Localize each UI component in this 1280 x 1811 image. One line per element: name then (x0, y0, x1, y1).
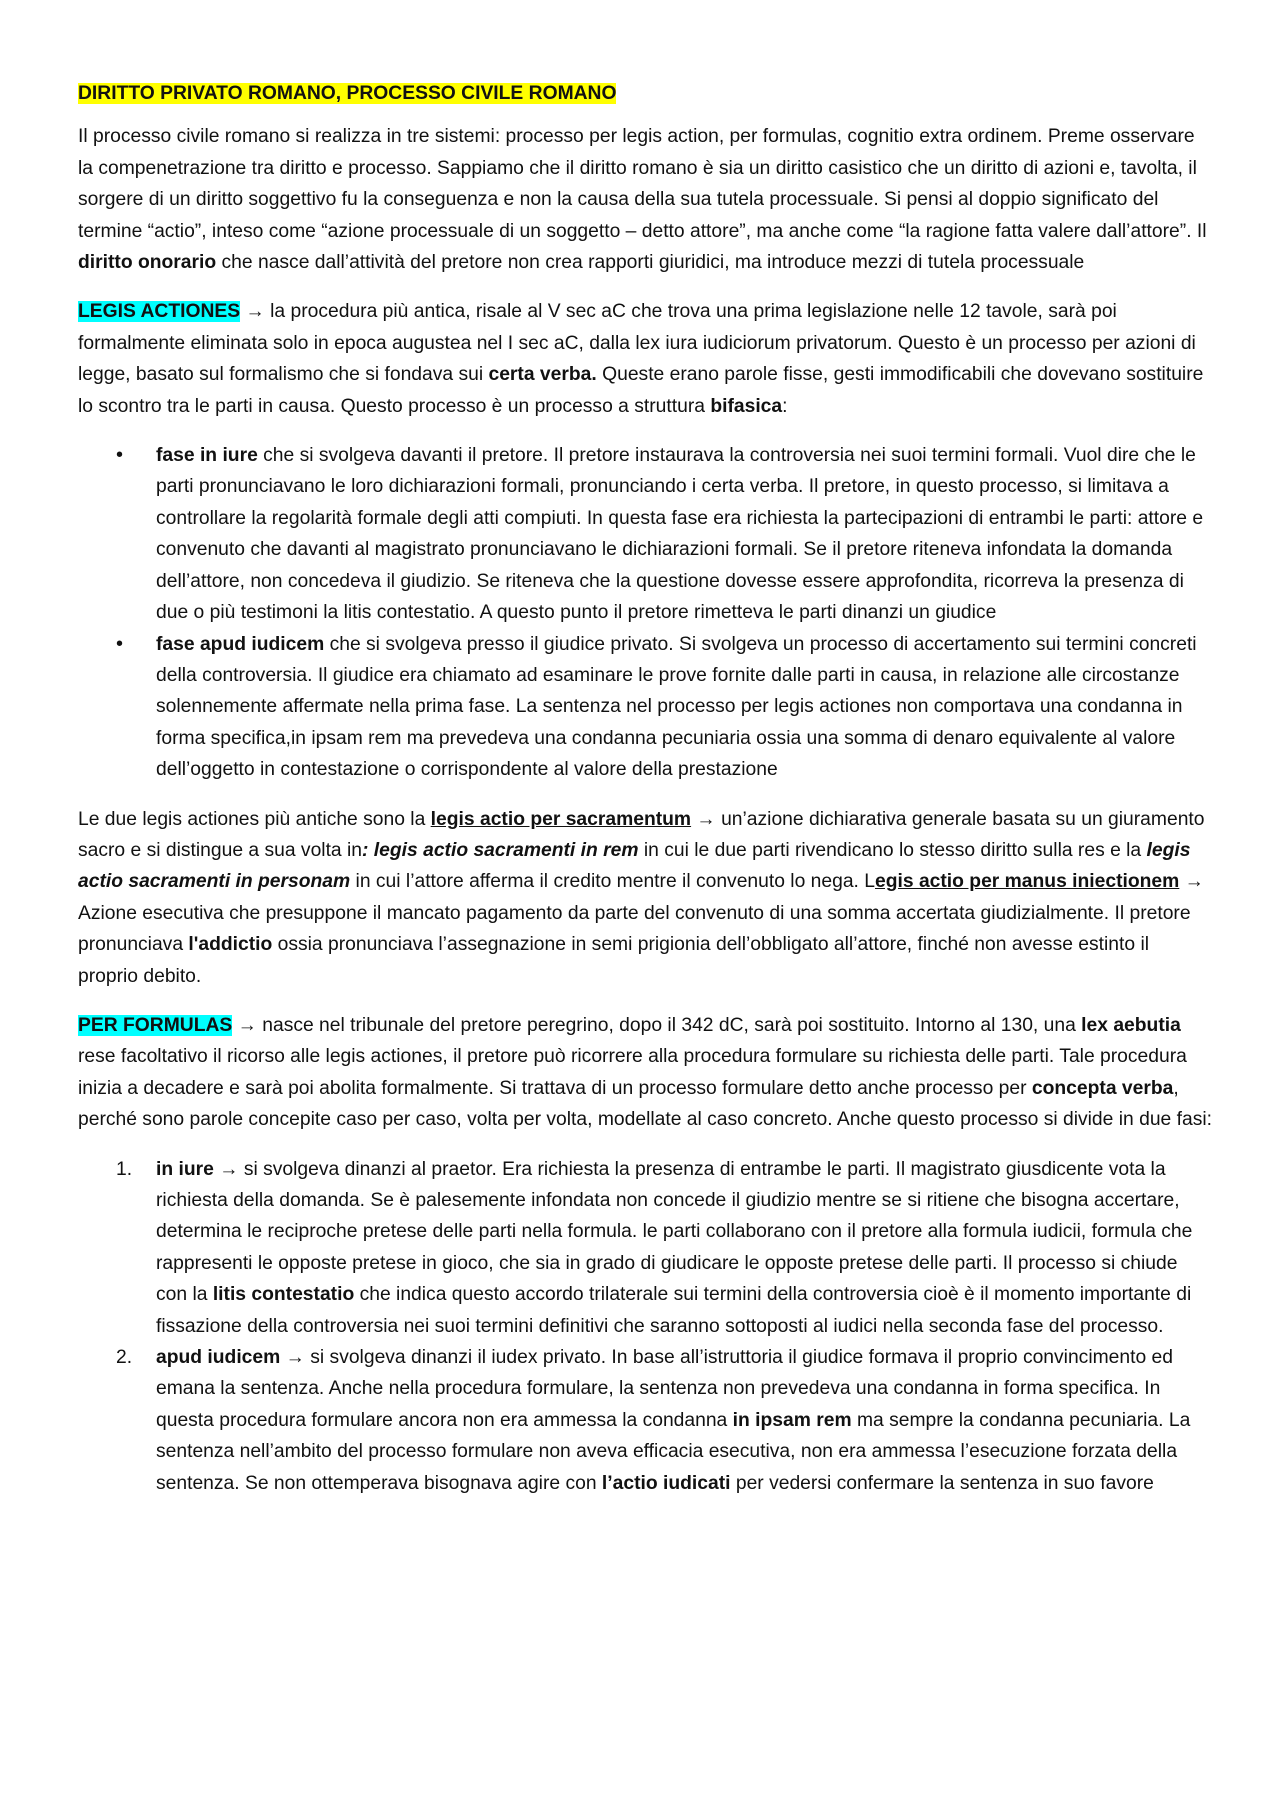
sacramentum-italic-term: legis actio sacramenti in personam (78, 839, 1191, 893)
sacramentum-text: Le due legis actiones più antiche sono la (78, 808, 431, 830)
sacramentum-text: in cui l’attore afferma il credito mentre il convenuto lo nega. L (350, 871, 875, 893)
legis-text: Queste erano parole fisse, gesti immodificabili che dovevano sostituire lo scontro tra le parti in causa. Questo processo è un processo a struttura (78, 364, 1204, 417)
list-item-bold-term: litis contestatio (212, 1284, 355, 1306)
sacramentum-text: ossia pronunciava l’assegnazione in semi prigionia dell’obbligato all’attore, finché non avesse estinto il proprio debito. (78, 934, 1150, 987)
arrow-icon: → (245, 301, 265, 323)
list-item-term: fase in iure (156, 445, 258, 467)
document-title: DIRITTO PRIVATO ROMANO, PROCESSO CIVILE ROMANO (78, 83, 617, 104)
intro-text: Il processo civile romano si realizza in tre sistemi: processo per legis action, per formulas, cognitio extra ordinem. Preme osservare la compenetrazione tra diritto e processo. Sappiamo che il diritto romano è sia un diritto casistico che un diritto di azioni e, tavolta, il sorgere di un diritto soggettivo fu la conseguenza e non la causa della sua tutela processuale. Si pensi al doppio significato del termine “actio”, inteso come “azione processuale di un soggetto – detto attore”, ma anche come “la ragione fatta valere dall’attore”. Il (78, 126, 1207, 242)
list-item-text: per vedersi confermare la sentenza in suo favore (730, 1472, 1154, 1494)
formulas-phases-list (78, 1154, 1213, 1499)
list-item-text: che indica questo accordo trilaterale sui termini della controversia cioè è il momento importante di fissazione della controversia nei suoi termini definitivi che saranno sottoposti al iudici nella seconda fase del processo. (156, 1284, 1192, 1337)
list-item-text: ma sempre la condanna pecuniaria. La sentenza nell’ambito del processo formulare non aveva efficacia esecutiva, non era ammessa l’esecuzione forzata della sentenza. Se non ottemperava bisognava agire con (156, 1409, 1191, 1494)
list-number: 2. (116, 1347, 133, 1369)
sacramentum-underlined-term: legis actio per sacramentum (430, 808, 692, 830)
per-formulas-paragraph (78, 1010, 1213, 1136)
list-item (78, 440, 1213, 628)
legis-bold-term: certa verba. (488, 364, 597, 386)
legis-actiones-heading: LEGIS ACTIONES (78, 301, 241, 323)
list-item (78, 629, 1213, 786)
sacramentum-underlined-term: egis actio per manus iniectionem (875, 871, 1180, 893)
formulas-text: rese facoltativo il ricorso alle legis actiones, il pretore può ricorrere alla procedura formulare su richiesta delle parti. Tale procedura inizia a decadere e sarà poi abolita formalmente. Si trattava di un processo formulare detto anche processo per (78, 1046, 1187, 1099)
legis-phases-list (78, 440, 1213, 785)
list-item-text: che si svolgeva presso il giudice privato. Si svolgeva un processo di accertamento sui termini concreti della controversia. Il giudice era chiamato ad esaminare le prove fornite dalle parti in causa, in relazione alle circostanze solennemente affermate nella prima fase. La sentenza nel processo per legis actiones non comportava una condanna in forma specifica,in ipsam rem ma prevedeva una condanna pecuniaria ossia una somma di denaro equivalente al valore dell’oggetto in contestazione o corrispondente al valore della prestazione (156, 633, 1197, 781)
sacramentum-bold-term: l'addictio (188, 934, 273, 956)
legis-actiones-paragraph (78, 296, 1213, 422)
list-item-text: → si svolgeva dinanzi il iudex privato. In base all’istruttoria il giudice formava il proprio convincimento ed emana la sentenza. Anche nella procedura formulare, la sentenza non prevedeva una condanna in forma specifica. In questa procedura formulare ancora non era ammessa la condanna (156, 1347, 1173, 1431)
list-item-text: che si svolgeva davanti il pretore. Il pretore instaurava la controversia nei suoi termini formali. Vuol dire che le parti pronunciavano le loro dichiarazioni formali, pronunciando i certa verba. Il pretore, in questo processo, si limitava a controllare la regolarità formale degli atti compiuti. In questa fase era richiesta la partecipazioni di entrambi le parti: attore e convenuto che davanti al magistrato pronunciavano le dichiarazioni formali. Se il pretore riteneva infondata la domanda dell’attore, non concedeva il giudizio. Se riteneva che la questione dovesse essere approfondita, ricorreva la presenza di due o più testimoni la litis contestatio. A questo punto il pretore rimetteva le parti dinanzi un giudice (156, 445, 1204, 624)
legis-bold-term: bifasica (710, 395, 783, 417)
formulas-bold-term: concepta verba (1031, 1077, 1174, 1099)
document-title-line (78, 78, 1213, 109)
sacramentum-paragraph (78, 804, 1213, 992)
legis-text: : (782, 395, 788, 417)
per-formulas-heading: PER FORMULAS (78, 1014, 233, 1036)
list-item-term: in iure (156, 1158, 214, 1180)
formulas-text: , perché sono parole concepite caso per caso, volta per volta, modellate al caso concreto. Anche questo processo si divide in due fasi: (78, 1077, 1212, 1131)
sacramentum-text: → Azione esecutiva che presuppone il mancato pagamento da parte del convenuto di una somma accertata giudizialmente. Il pretore pronunciava (78, 871, 1204, 956)
list-item-bold-term: in ipsam rem (732, 1409, 852, 1431)
intro-paragraph (78, 121, 1213, 278)
bullet-icon: • (116, 444, 124, 467)
intro-text: che nasce dall’attività del pretore non crea rapporti giuridici, ma introduce mezzi di tutela processuale (216, 252, 1085, 274)
list-item-bold-term: l’actio iudicati (601, 1472, 731, 1494)
list-item-text: → si svolgeva dinanzi al praetor. Era richiesta la presenza di entrambe le parti. Il magistrato giusdicente vota la richiesta della domanda. Se è palesemente infondata non concede il giudizio mentre se si ritiene che bisogna accertare, determina le reciproche pretese delle parti nella formula. le parti collaborano con il pretore alla formula iudicii, formula che rappresenti le opposte pretese in gioco, che sia in grado di giudicare le opposte pretese delle parti. Il processo si chiude con la (156, 1158, 1193, 1306)
legis-text: la procedura più antica, risale al V sec aC che trova una prima legislazione nelle 12 tavole, sarà poi formalmente eliminata solo in epoca augustea nel I sec aC, dalla lex iura iudiciorum privatorum. Questo è un processo per azioni di legge, basato sul formalismo che si fondava sui (78, 301, 1196, 386)
sacramentum-text: → un’azione dichiarativa generale basata su un giuramento sacro e si distingue a sua volta in (78, 808, 1205, 861)
formulas-bold-term: lex aebutia (1081, 1014, 1181, 1036)
sacramentum-italic-term: : legis actio sacramenti in rem (362, 839, 639, 861)
list-item-term: apud iudicem (156, 1347, 281, 1369)
list-item (78, 1154, 1213, 1342)
intro-bold-term: diritto onorario (78, 252, 217, 274)
document-page (78, 78, 1213, 1517)
sacramentum-text: in cui le due parti rivendicano lo stesso diritto sulla res e la (638, 839, 1147, 861)
list-item (78, 1342, 1213, 1499)
list-number: 1. (116, 1158, 133, 1180)
formulas-text: → nasce nel tribunale del pretore peregrino, dopo il 342 dC, sarà poi sostituito. Intorno al 130, una (232, 1014, 1082, 1036)
list-item-term: fase apud iudicem (156, 633, 325, 655)
bullet-icon: • (116, 632, 124, 655)
